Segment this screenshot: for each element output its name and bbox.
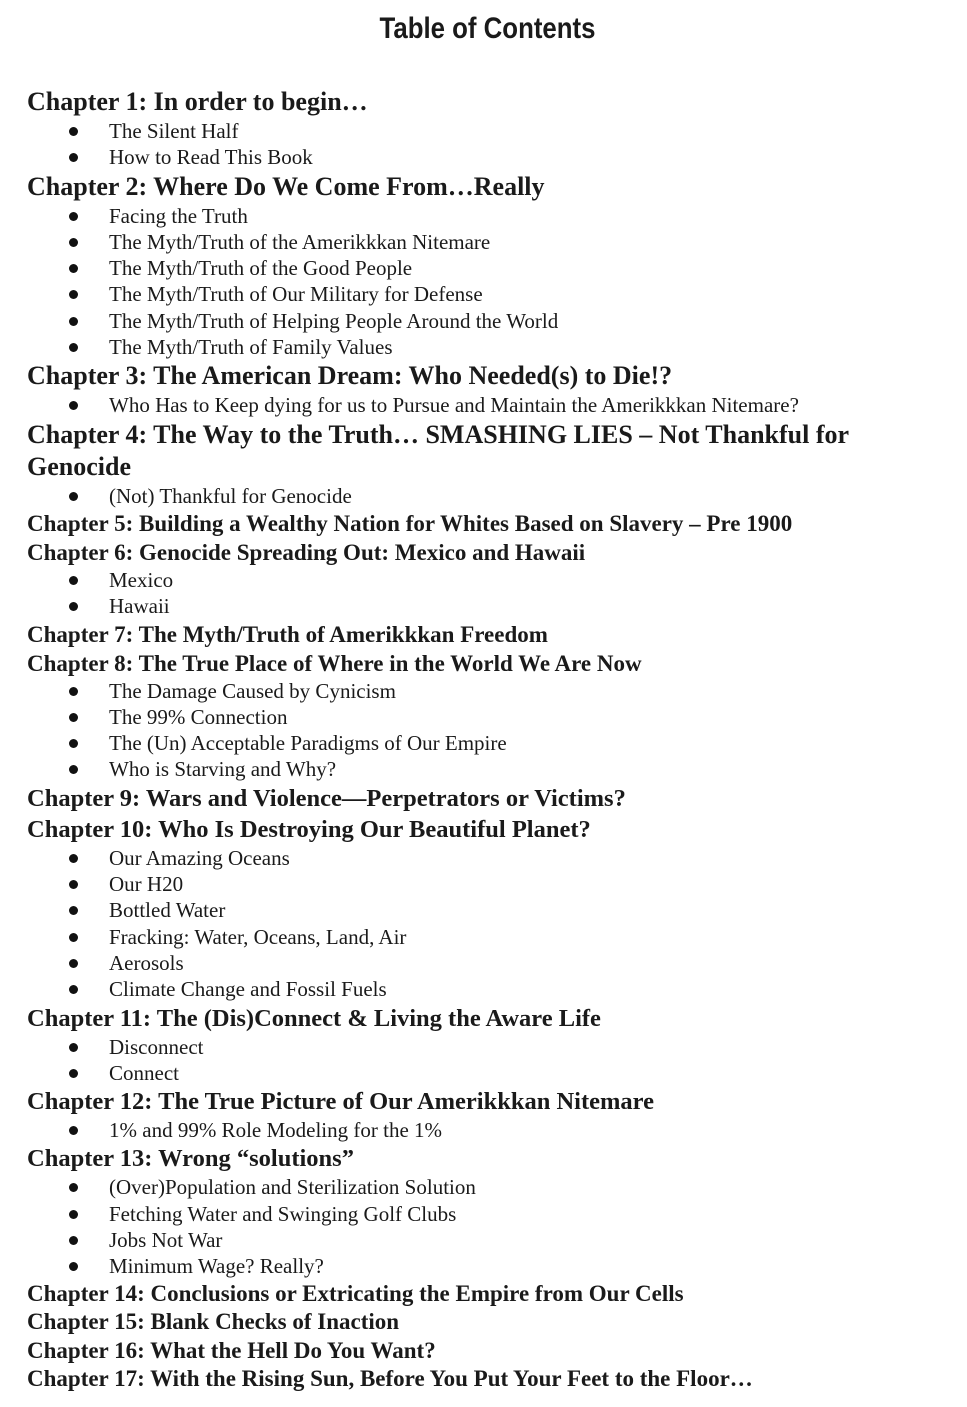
section-label: Our H20 [109,872,184,897]
section-item [27,308,947,334]
bullet-icon [69,1236,78,1245]
section-item [27,483,947,509]
chapter-heading: Chapter 4: The Way to the Truth… SMASHING LIES – Not Thankful for Genocide [27,419,849,481]
bullet-icon [69,1210,78,1219]
bullet-icon [69,1262,78,1271]
chapter-heading: Chapter 17: With the Rising Sun, Before You Put Your Feet to the Floor… [27,1366,753,1392]
section-item [27,730,947,756]
section-label: The 99% Connection [109,704,288,729]
section-label: Minimum Wage? Really? [109,1254,324,1279]
section-list [27,483,947,509]
bullet-icon [69,906,78,915]
bullet-icon [69,576,78,585]
section-label: The (Un) Acceptable Paradigms of Our Empire [109,731,507,756]
section-item [27,255,947,281]
section-item [27,1174,947,1200]
section-item [27,704,947,730]
section-item [27,1201,947,1227]
bullet-icon [69,401,78,410]
chapter-heading: Chapter 3: The American Dream: Who Needed(s) to Die!? [27,361,673,391]
section-item [27,1060,947,1086]
section-list [27,567,947,620]
chapter-heading: Chapter 16: What the Hell Do You Want? [27,1337,436,1363]
section-label: Who is Starving and Why? [109,757,337,782]
chapter-heading: Chapter 5: Building a Wealthy Nation for Whites Based on Slavery – Pre 1900 [27,510,793,536]
section-item [27,144,947,170]
section-label: The Myth/Truth of the Good People [109,256,413,281]
section-item [27,976,947,1002]
section-item [27,567,947,593]
bullet-icon [69,880,78,889]
section-item [27,1034,947,1060]
section-label: Hawaii [109,594,170,619]
section-item [27,392,947,418]
section-label: Who Has to Keep dying for us to Pursue and Maintain the Amerikkkan Nitemare? [109,393,799,418]
section-label: Connect [109,1060,179,1085]
bullet-icon [69,602,78,611]
section-list [27,845,947,1003]
chapter-heading: Chapter 11: The (Dis)Connect & Living the Aware Life [27,1004,601,1032]
chapter-heading: Chapter 8: The True Place of Where in the World We Are Now [27,650,642,676]
section-label: Disconnect [109,1034,204,1059]
chapter-heading: Chapter 1: In order to begin… [27,87,368,116]
section-label: Bottled Water [109,898,226,923]
section-item [27,203,947,229]
section-label: Fracking: Water, Oceans, Land, Air [109,924,407,949]
chapter-heading: Chapter 2: Where Do We Come From…Really [27,171,545,201]
bullet-icon [69,959,78,968]
bullet-icon [69,1126,78,1135]
section-item [27,871,947,897]
section-item [27,593,947,619]
section-item [27,281,947,307]
section-label: The Myth/Truth of Our Military for Defense [109,282,483,307]
section-item [27,118,947,144]
section-list [27,392,947,418]
bullet-icon [69,854,78,863]
bullet-icon [69,985,78,994]
bullet-icon [69,1043,78,1052]
section-item [27,756,947,782]
table-of-contents [27,86,947,1394]
section-list [27,678,947,783]
section-label: (Over)Population and Sterilization Solution [109,1175,476,1200]
section-label: How to Read This Book [109,145,313,170]
bullet-icon [69,343,78,352]
section-label: Aerosols [109,950,184,975]
bullet-icon [69,1069,78,1078]
section-item [27,229,947,255]
section-list [27,1034,947,1087]
section-item [27,897,947,923]
chapter-heading: Chapter 15: Blank Checks of Inaction [27,1309,400,1335]
section-label: The Silent Half [109,119,239,143]
section-label: The Myth/Truth of the Amerikkkan Nitemare [109,229,491,254]
chapter-heading: Chapter 13: Wrong “solutions” [27,1145,354,1173]
section-item [27,950,947,976]
section-label: Facing the Truth [109,203,248,228]
section-label: Mexico [109,567,174,592]
bullet-icon [69,290,78,299]
section-item [27,678,947,704]
bullet-icon [69,264,78,273]
section-label: The Damage Caused by Cynicism [109,678,396,703]
bullet-icon [69,933,78,942]
chapter-heading: Chapter 9: Wars and Violence—Perpetrators or Victims? [27,784,626,812]
section-label: Fetching Water and Swinging Golf Clubs [109,1201,457,1226]
chapter-heading: Chapter 7: The Myth/Truth of Amerikkkan Freedom [27,621,548,647]
section-item [27,845,947,871]
section-label: (Not) Thankful for Genocide [109,483,352,508]
chapter-heading: Chapter 14: Conclusions or Extricating the Empire from Our Cells [27,1280,684,1306]
chapter-heading: Chapter 6: Genocide Spreading Out: Mexico and Hawaii [27,539,586,565]
section-list [27,118,947,171]
bullet-icon [69,765,78,774]
section-item [27,1227,947,1253]
bullet-icon [69,238,78,247]
toc-title: Table of Contents [379,12,596,45]
section-item [27,1253,947,1279]
bullet-icon [69,317,78,326]
bullet-icon [69,153,78,162]
section-label: Our Amazing Oceans [109,845,290,870]
section-label: 1% and 99% Role Modeling for the 1% [109,1118,443,1143]
section-list [27,1117,947,1143]
chapter-heading: Chapter 10: Who Is Destroying Our Beautiful Planet? [27,815,591,843]
section-list [27,1174,947,1279]
section-label: The Myth/Truth of Helping People Around the World [109,308,559,333]
chapter-heading: Chapter 12: The True Picture of Our Amerikkkan Nitemare [27,1088,654,1116]
bullet-icon [69,739,78,748]
section-label: Climate Change and Fossil Fuels [109,977,387,1002]
bullet-icon [69,212,78,221]
section-list [27,203,947,361]
section-label: The Myth/Truth of Family Values [109,335,393,360]
section-item [27,334,947,360]
section-item [27,1117,947,1143]
bullet-icon [69,492,78,501]
bullet-icon [69,1183,78,1192]
bullet-icon [69,687,78,696]
bullet-icon [69,713,78,722]
section-label: Jobs Not War [109,1228,223,1253]
section-item [27,924,947,950]
bullet-icon [69,127,78,136]
